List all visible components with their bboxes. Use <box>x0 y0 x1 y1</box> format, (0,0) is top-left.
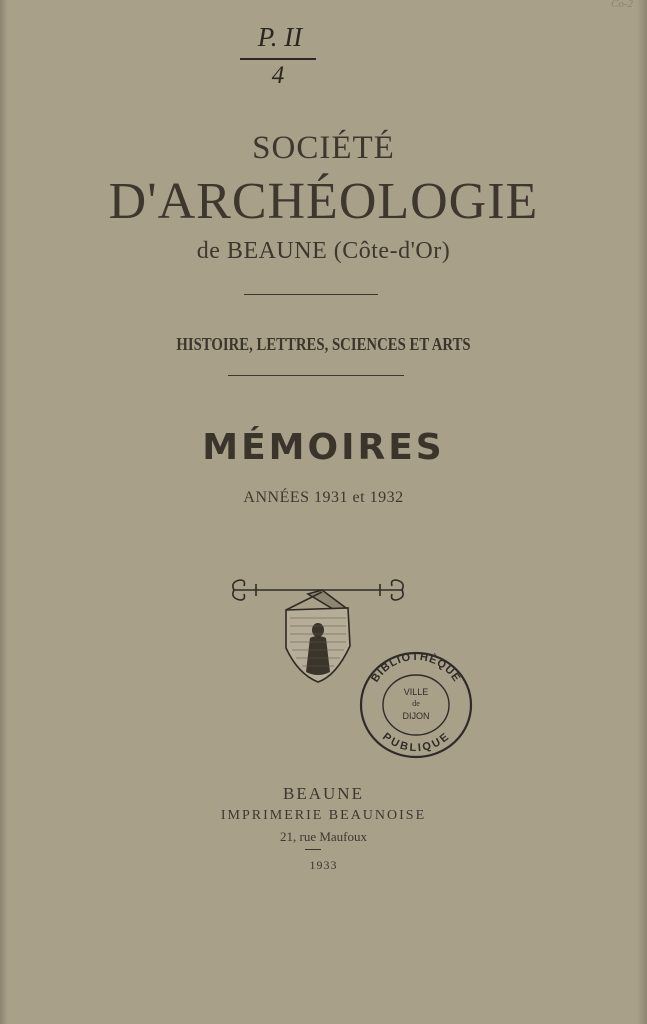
imprint-city: BEAUNE <box>283 784 364 803</box>
divider-rule-2 <box>228 375 404 376</box>
stamp-center-1: VILLE <box>403 687 429 697</box>
title-societe: SOCIÉTÉ <box>252 130 395 166</box>
stamp-center-3: DIJON <box>402 711 430 721</box>
stamp-center-2: de <box>412 699 420 708</box>
shelfmark-rule <box>240 58 316 60</box>
subtitle: HISTOIRE, LETTRES, SCIENCES ET ARTS <box>176 334 471 354</box>
divider-rule-1 <box>244 294 378 295</box>
title-archeologie: D'ARCHÉOLOGIE <box>108 173 539 230</box>
corner-note: Co-2 <box>611 0 633 10</box>
title-location: de BEAUNE (Côte-d'Or) <box>196 238 451 264</box>
imprint-rule <box>305 849 321 850</box>
library-stamp <box>355 649 477 761</box>
shelfmark-line-2: 4 <box>271 62 285 89</box>
years-line: ANNÉES 1931 et 1932 <box>243 489 404 506</box>
imprint-printer: IMPRIMERIE BEAUNOISE <box>220 808 427 823</box>
svg-text:BIBLIOTHÈQUE <box>369 651 463 685</box>
shelfmark-line-1: P. II <box>257 22 303 52</box>
stamp-bottom-text: PUBLIQUE <box>380 730 452 755</box>
imprint-year: 1933 <box>309 858 338 872</box>
heading-memoires: MÉMOIRES <box>202 427 445 468</box>
stamp-top-text: BIBLIOTHÈQUE <box>369 650 463 685</box>
imprint-address: 21, rue Maufoux <box>279 829 367 844</box>
